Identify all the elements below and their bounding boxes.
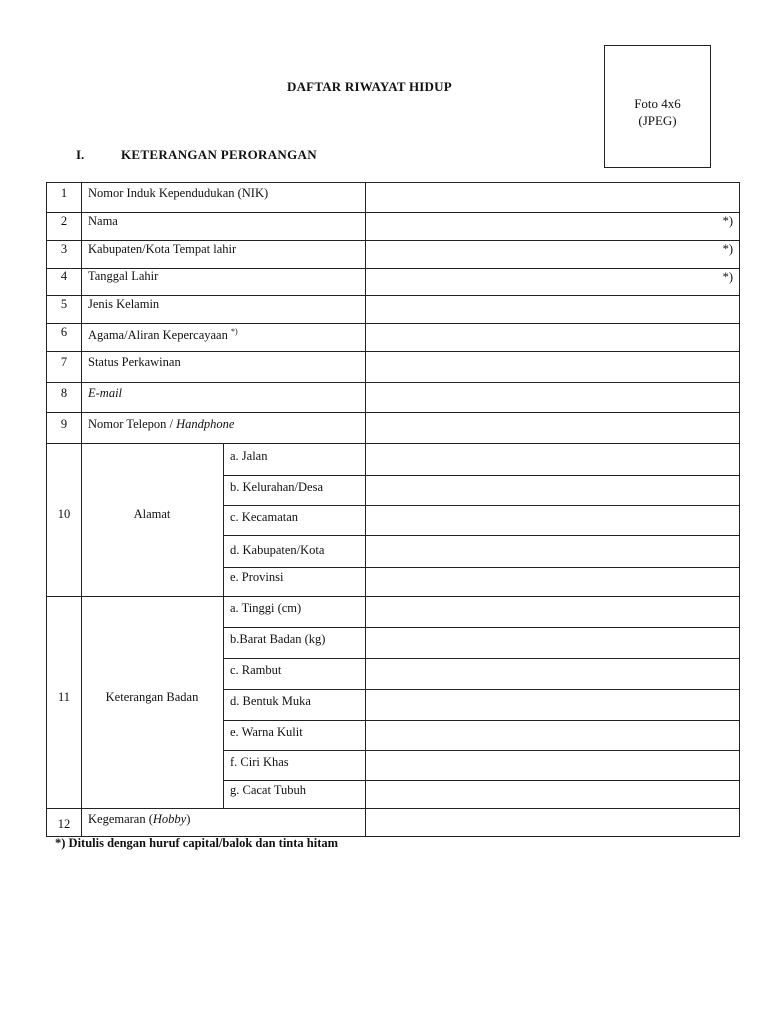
badan-item: a. Tinggi (cm) xyxy=(230,601,302,615)
row-number: 2 xyxy=(60,214,68,228)
alamat-item: e. Provinsi xyxy=(230,570,284,584)
photo-label: Foto 4x6 xyxy=(634,96,681,111)
row-number: 10 xyxy=(57,507,71,521)
section-number: I. xyxy=(76,147,85,162)
required-mark: *) xyxy=(230,327,238,336)
field-label-email: E-mail xyxy=(88,386,123,400)
badan-item: f. Ciri Khas xyxy=(230,755,289,769)
footnote: *) Ditulis dengan huruf capital/balok dan tinta hitam xyxy=(55,836,339,850)
field-label-status-perkawinan: Status Perkawinan xyxy=(88,355,181,369)
row-number: 8 xyxy=(60,386,68,400)
alamat-item: b. Kelurahan/Desa xyxy=(230,480,324,494)
field-label-kegemaran: Kegemaran (Hobby) xyxy=(88,812,191,826)
row-number: 12 xyxy=(57,817,71,831)
alamat-item: a. Jalan xyxy=(230,449,268,463)
row-number: 5 xyxy=(60,297,68,311)
badan-item: d. Bentuk Muka xyxy=(230,694,311,708)
document-title: DAFTAR RIWAYAT HIDUP xyxy=(287,79,452,94)
badan-item: b.Barat Badan (kg) xyxy=(230,632,326,646)
photo-format: (JPEG) xyxy=(638,113,677,128)
required-mark: *) xyxy=(722,214,733,228)
field-label-tanggal-lahir: Tanggal Lahir xyxy=(88,269,159,283)
required-mark: *) xyxy=(722,270,733,284)
field-label-telepon: Nomor Telepon / Handphone xyxy=(88,417,235,431)
row-number: 6 xyxy=(60,325,68,339)
photo-box xyxy=(604,45,711,168)
field-group-alamat: Alamat xyxy=(133,507,171,521)
row-number: 4 xyxy=(60,269,68,283)
field-group-keterangan-badan: Keterangan Badan xyxy=(105,690,199,704)
alamat-item: d. Kabupaten/Kota xyxy=(230,543,325,557)
biodata-form-table xyxy=(46,182,740,837)
section-title: KETERANGAN PERORANGAN xyxy=(121,147,317,162)
field-label-agama: Agama/Aliran Kepercayaan *) xyxy=(88,327,238,343)
badan-item: c. Rambut xyxy=(230,663,282,677)
field-label-tempat-lahir: Kabupaten/Kota Tempat lahir xyxy=(88,242,237,256)
row-number: 9 xyxy=(60,417,68,431)
badan-item: e. Warna Kulit xyxy=(230,725,303,739)
field-label-nik: Nomor Induk Kependudukan (NIK) xyxy=(88,186,269,200)
row-number: 11 xyxy=(57,690,71,704)
field-label-jenis-kelamin: Jenis Kelamin xyxy=(88,297,160,311)
row-number: 3 xyxy=(60,242,68,256)
badan-item: g. Cacat Tubuh xyxy=(230,783,307,797)
row-number: 7 xyxy=(60,355,68,369)
required-mark: *) xyxy=(722,242,733,256)
row-number: 1 xyxy=(60,186,68,200)
alamat-item: c. Kecamatan xyxy=(230,510,299,524)
field-label-nama: Nama xyxy=(88,214,118,228)
